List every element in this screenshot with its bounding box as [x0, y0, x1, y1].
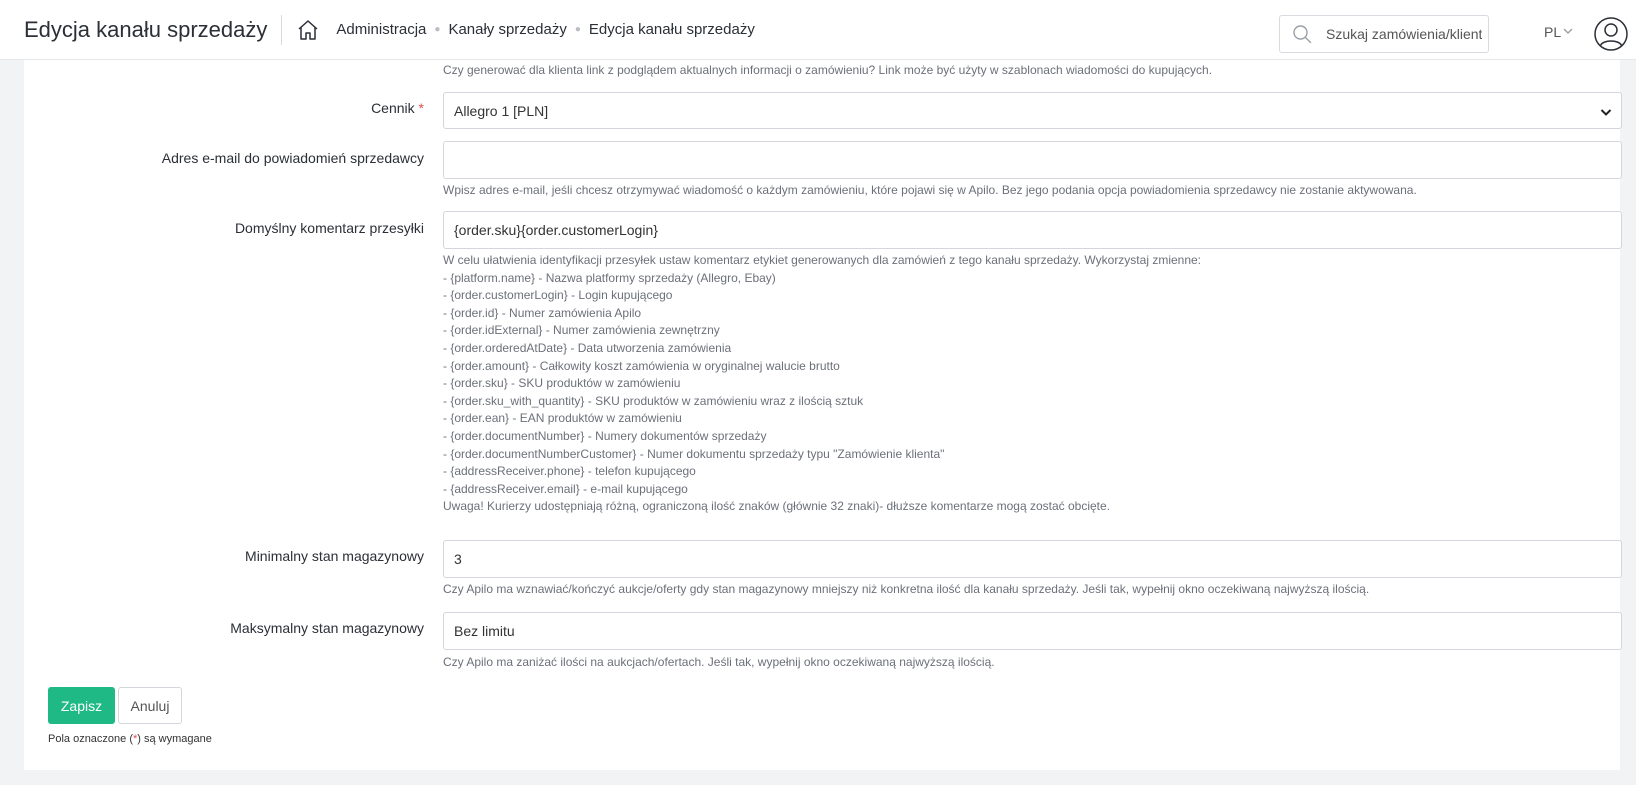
breadcrumb-administracja[interactable]: Administracja — [336, 21, 427, 38]
price-list-select[interactable] — [443, 92, 1622, 129]
price-list-label-text: Cennik — [371, 100, 415, 116]
cancel-button[interactable]: Anuluj — [118, 687, 182, 724]
search-icon — [1292, 24, 1312, 44]
search-box — [1279, 15, 1489, 53]
breadcrumb-kanaly-sprzedazy[interactable]: Kanały sprzedaży — [448, 21, 567, 38]
breadcrumb — [336, 21, 754, 38]
help-line: - {addressReceiver.email} - e-mail kupującego — [443, 481, 688, 496]
price-list-selected-value: Allegro 1 [PLN] — [454, 102, 549, 119]
help-line: Uwaga! Kurierzy udostępniają różną, ograniczoną ilość znaków (głównie 32 znaki)- dłuższe komentarze mogą zostać obcięte. — [443, 499, 1111, 514]
form-card — [24, 60, 1620, 770]
price-list-label — [24, 100, 424, 116]
search-input[interactable] — [1324, 25, 1484, 43]
language-selector[interactable] — [1544, 24, 1574, 40]
chevron-down-icon — [1599, 105, 1613, 119]
shipment-comment-field[interactable] — [454, 222, 1611, 238]
max-stock-label: Maksymalny stan magazynowy — [230, 620, 424, 636]
seller-email-field[interactable] — [454, 152, 1611, 168]
max-stock-field[interactable] — [454, 623, 1611, 639]
help-line: - {platform.name} - Nazwa platformy sprzedaży (Allegro, Ebay) — [443, 270, 776, 285]
tracking-link-help: Czy generować dla klienta link z podglądem aktualnych informacji o zamówieniu? Link może być użyty w szablonach wiadomości do kupujących. — [443, 63, 1213, 77]
user-avatar-icon[interactable] — [1594, 17, 1628, 51]
seller-email-field-wrap — [443, 141, 1622, 179]
chevron-down-icon — [1562, 25, 1574, 40]
save-button[interactable]: Zapisz — [48, 687, 115, 724]
required-mark: * — [418, 100, 424, 116]
title-divider — [281, 15, 282, 45]
required-note-prefix: Pola oznaczone ( — [48, 733, 133, 745]
breadcrumb-separator: ● — [434, 24, 441, 35]
shipment-comment-field-wrap — [443, 211, 1622, 249]
page-title: Edycja kanału sprzedaży — [24, 16, 268, 42]
min-stock-field-wrap — [443, 540, 1622, 578]
required-note-suffix: ) są wymagane — [137, 733, 212, 745]
min-stock-label: Minimalny stan magazynowy — [245, 548, 424, 564]
help-line: - {order.sku} - SKU produktów w zamówieniu — [443, 376, 681, 391]
max-stock-help: Czy Apilo ma zaniżać ilości na aukcjach/ofertach. Jeśli tak, wypełnij okno oczekiwaną najwyższą ilością. — [443, 655, 995, 669]
min-stock-field[interactable] — [454, 551, 1611, 567]
help-line: - {order.amount} - Całkowity koszt zamówienia w oryginalnej walucie brutto — [443, 358, 840, 373]
shipment-comment-label: Domyślny komentarz przesyłki — [234, 220, 424, 236]
shipment-comment-help — [443, 252, 1622, 516]
help-line: - {order.idExternal} - Numer zamówienia zewnętrzny — [443, 323, 720, 338]
required-fields-note — [48, 733, 212, 745]
help-line: - {order.sku_with_quantity} - SKU produktów w zamówieniu wraz z ilością sztuk — [443, 393, 864, 408]
required-mark: * — [133, 733, 138, 745]
breadcrumb-current: Edycja kanału sprzedaży — [588, 21, 755, 38]
top-bar — [0, 0, 1636, 60]
help-line: - {order.customerLogin} - Login kupującego — [443, 288, 673, 303]
help-line: - {addressReceiver.phone} - telefon kupującego — [443, 464, 696, 479]
max-stock-field-wrap — [443, 612, 1622, 650]
language-label: PL — [1544, 24, 1562, 40]
help-line: - {order.ean} - EAN produktów w zamówieniu — [443, 411, 682, 426]
help-line: - {order.documentNumber} - Numery dokumentów sprzedaży — [443, 428, 767, 443]
home-icon[interactable] — [296, 18, 320, 42]
seller-email-help: Wpisz adres e-mail, jeśli chcesz otrzymywać wiadomość o każdym zamówieniu, które pojawi się w Apilo. Bez jego podania opcja powiadomienia sprzedawcy nie zostanie aktywowana. — [443, 183, 1417, 197]
help-line: W celu ułatwienia identyfikacji przesyłek ustaw komentarz etykiet generowanych dla zamówień z tego kanału sprzedaży. Wykorzystaj zmienne: — [443, 253, 1202, 267]
help-line: - {order.orderedAtDate} - Data utworzenia zamówienia — [443, 340, 732, 355]
breadcrumb-separator: ● — [574, 24, 581, 35]
min-stock-help: Czy Apilo ma wznawiać/kończyć aukcje/oferty gdy stan magazynowy mniejszy niż konkretna ilość dla kanału sprzedaży. Jeśli tak, wypełnij okno oczekiwaną najwyższą ilością. — [443, 582, 1370, 596]
seller-email-label: Adres e-mail do powiadomień sprzedawcy — [161, 150, 424, 166]
help-line: - {order.documentNumberCustomer} - Numer dokumentu sprzedaży typu "Zamówienie klienta" — [443, 446, 945, 461]
help-line: - {order.id} - Numer zamówienia Apilo — [443, 305, 642, 320]
